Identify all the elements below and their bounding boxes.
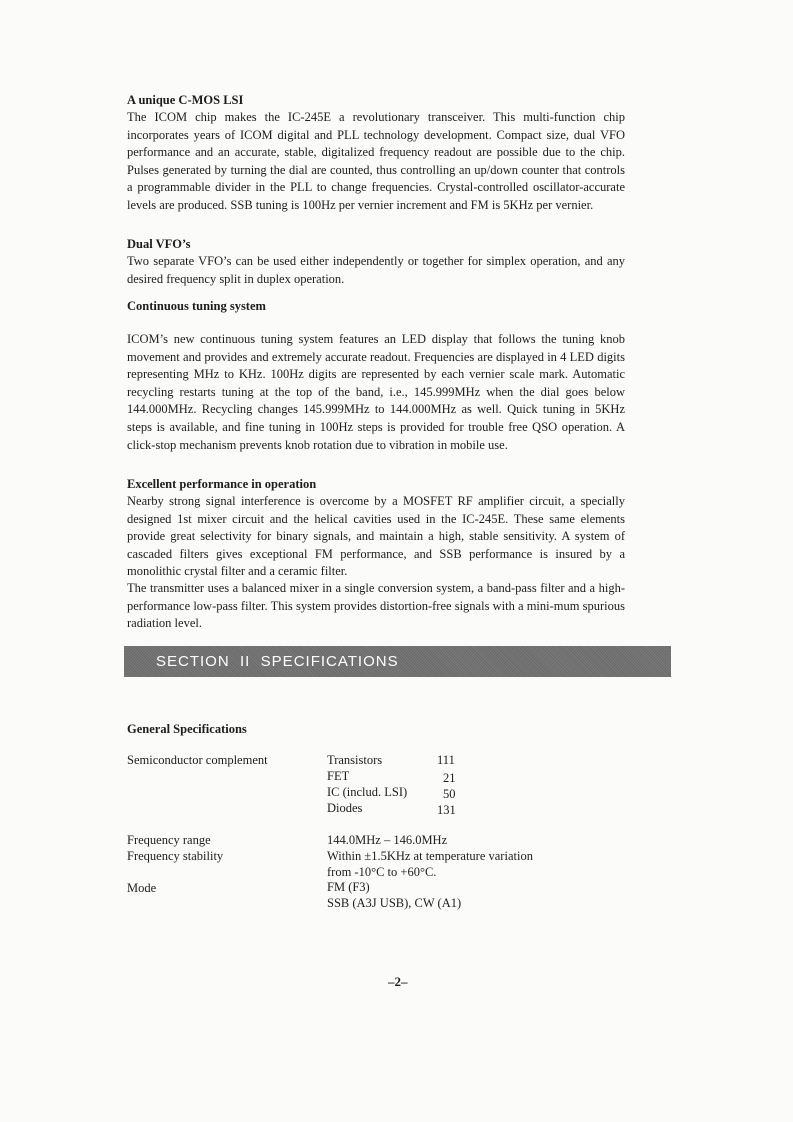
- component-name: IC (includ. LSI): [327, 785, 408, 799]
- section-body: Nearby strong signal interference is overcome by a MOSFET RF amplifier circuit, a specially designed 1st mixer circuit and the helical cavities used in the IC-245E. These same elements provide great selectivity for binary signals, and maintain a high, stable sensitivity. A system of cascaded filters gives exceptional FM performance, and SSB performance is insured by a monolithic crystal filter and a ceramic filter.: [127, 494, 625, 579]
- component-name: Transistors: [327, 753, 383, 767]
- component-count: 111: [437, 753, 455, 767]
- section-heading: A unique C-MOS LSI: [127, 93, 244, 107]
- mode-value-cont: SSB (A3J USB), CW (A1): [327, 896, 462, 910]
- section-banner: [124, 646, 671, 677]
- section-body: ICOM’s new continuous tuning system features an LED display that follows the tuning knob movement and provides and extremely accurate readout. Frequencies are displayed in 4 LED digits representing MHz to KHz. 100Hz digits are represented by each vernier scale mark. Automatic recycling restarts tuning at the top of the band, i.e., 145.999MHz when the dial goes below 144.000MHz. Recycling changes 145.999MHz to 144.000MHz as well. Quick tuning in 5KHz steps is available, and fine tuning in 100Hz steps is provided for trouble free QSO operation. A click-stop mechanism prevents knob rotation due to vibration in mobile use.: [127, 332, 625, 452]
- specs-title: General Specifications: [127, 722, 247, 736]
- banner-title: SECTION II SPECIFICATIONS: [156, 653, 399, 670]
- semiconductor-label: Semiconductor complement: [127, 753, 268, 767]
- component-name: Diodes: [327, 801, 363, 815]
- mode-label: Mode: [127, 881, 157, 895]
- section-body: The transmitter uses a balanced mixer in a single conversion system, a band-pass filter and a high-performance low-pass filter. This system provides distortion-free signals with a mini-mum spurious radiation level.: [127, 581, 625, 631]
- mode-value: FM (F3): [327, 880, 370, 894]
- section-heading: Continuous tuning system: [127, 299, 266, 313]
- section-body: The ICOM chip makes the IC-245E a revolutionary transceiver. This multi-function chip incorporates years of ICOM digital and PLL technology development. Compact size, dual VFO performance and an accurate, stable, digitalized frequency readout are possible due to the chip. Pulses generated by turning the dial are counted, thus controlling an up/down counter that controls a programmable divider in the PLL to change frequencies. Crystal-controlled oscillator-accurate levels are produced. SSB tuning is 100Hz per vernier increment and FM is 5KHz per vernier.: [127, 110, 625, 212]
- section-transmitter: [127, 580, 625, 633]
- component-count: 50: [443, 787, 456, 801]
- freq-stability-value-cont: from -10°C to +60°C.: [327, 865, 437, 879]
- freq-range-label: Frequency range: [127, 833, 211, 847]
- section-heading: Excellent performance in operation: [127, 477, 317, 491]
- component-count: 131: [437, 803, 456, 817]
- section-excellent-performance: [127, 476, 625, 581]
- section-heading: Dual VFO’s: [127, 237, 191, 251]
- page-number: –2–: [388, 974, 408, 989]
- section-continuous-tuning: [127, 298, 625, 454]
- component-count: 21: [443, 771, 456, 785]
- freq-stability-value: Within ±1.5KHz at temperature variation: [327, 849, 533, 863]
- freq-stability-label: Frequency stability: [127, 849, 224, 863]
- component-name: FET: [327, 769, 350, 783]
- section-unique-cmos: [127, 92, 625, 215]
- section-dual-vfo: [127, 236, 625, 288]
- section-body: Two separate VFO’s can be used either independently or together for simplex operation, and any desired frequency split in duplex operation.: [127, 254, 625, 286]
- freq-range-value: 144.0MHz – 146.0MHz: [327, 833, 448, 847]
